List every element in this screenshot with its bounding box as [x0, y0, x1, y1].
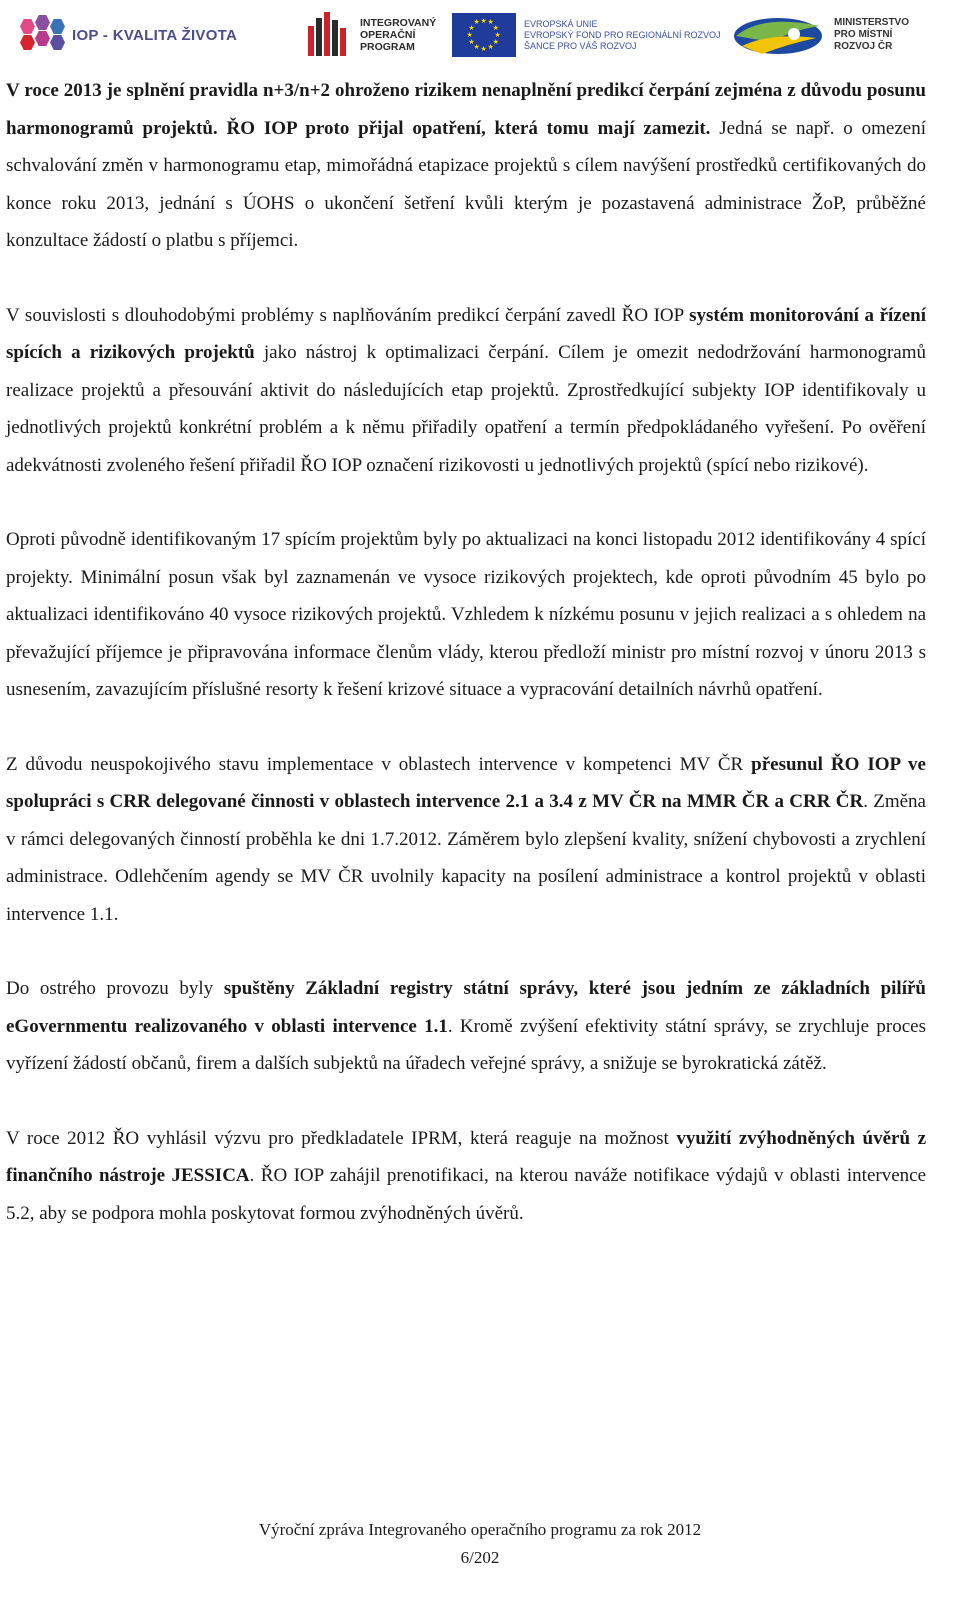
text-run: Z důvodu neuspokojivého stavu implementace v oblastech intervence v kompetenci MV ČR — [6, 753, 752, 775]
eu-star-icon: ★ — [492, 23, 499, 32]
paragraph-delegated-activities — [6, 746, 926, 934]
text-run: spuštěny Základní registry státní správy, které jsou jedním ze základních pilířů eGovernmentu realizovaného v oblasti intervence 1.1 — [6, 978, 926, 1037]
eu-flag-icon — [452, 13, 516, 57]
paragraph-sleeping-projects — [6, 521, 926, 709]
paragraph-monitoring-system — [6, 297, 926, 485]
page-footer — [0, 1516, 960, 1572]
eu-line-1: EVROPSKÁ UNIE — [524, 18, 598, 29]
text-run: využití zvýhodněných úvěrů z finančního nástroje JESSICA — [6, 1127, 926, 1186]
text-run: V roce 2013 je splnění pravidla n+3/n+2 ohroženo rizikem nenaplnění predikcí čerpání zejména z důvodu posunu harmonogramů projektů. ŘO IOP proto přijal opatření, která tomu mají zamezit. — [6, 80, 926, 139]
footer-title: Výroční zpráva Integrovaného operačního programu za rok 2012 — [258, 1520, 702, 1539]
text-run: jako nástroj k optimalizaci čerpání. Cílem je omezit nedodržování harmonogramů realizace projektů a přesouvání aktivit do následujících etap projektů. Zprostředkující subjekty IOP identifikovaly u jednotlivých projektů konkrétní problém a k němu přiřadily opatření a termín předpokládaného vyřešení. Po ověření adekvátnosti zvoleného řešení přiřadil ŘO IOP označení rizikovosti u jednotlivých projektů (spící nebo rizikové). — [6, 342, 926, 476]
program-bars-icon — [308, 12, 354, 58]
iop-logo-text: IOP - KVALITA ŽIVOTA — [72, 26, 238, 44]
integrovany-operacni-program-logo — [308, 8, 436, 62]
eu-star-icon: ★ — [466, 30, 473, 39]
text-run: přesunul ŘO IOP ve spolupráci s CRR delegované činnosti v oblastech intervence 2.1 a 3.4 z MV ČR na MMR ČR a CRR ČR — [6, 753, 926, 812]
intop-line-3: PROGRAM — [360, 41, 415, 53]
paragraph-nplus3-risk — [6, 72, 926, 260]
eu-star-icon: ★ — [487, 18, 494, 27]
mmr-line-3: ROZVOJ ČR — [834, 41, 893, 52]
document-body — [6, 72, 926, 1232]
eu-star-icon: ★ — [468, 37, 475, 46]
mmr-logo — [732, 8, 909, 62]
eu-star-icon: ★ — [468, 23, 475, 32]
paragraph-jessica — [6, 1120, 926, 1233]
text-run: V souvislosti s dlouhodobými problémy s naplňováním predikcí čerpání zavedl ŘO IOP — [6, 304, 690, 326]
text-run: Jedná se např. o omezení schvalování změn v harmonogramu etap, mimořádná etapizace projektů s cílem navýšení prostředků certifikovaných do konce roku 2013, jednání s ÚOHS o ukončení šetření kvůli kterým je pozastavená administrace ŽoP, průběžné konzultace žádostí o platbu s příjemci. — [6, 117, 926, 251]
intop-line-1: INTEGROVANÝ — [360, 17, 437, 29]
mmr-line-1: MINISTERSTVO — [834, 17, 910, 28]
eu-star-icon: ★ — [487, 42, 494, 51]
text-run: systém monitorování a řízení spících a rizikových projektů — [6, 304, 926, 363]
eu-star-icon: ★ — [473, 42, 480, 51]
page-number: 6/202 — [460, 1548, 500, 1567]
eu-line-3: ŠANCE PRO VÁŠ ROZVOJ — [524, 40, 637, 51]
eu-star-icon: ★ — [473, 18, 480, 27]
text-run: . ŘO IOP zahájil prenotifikaci, na kterou naváže notifikace výdajů v oblasti intervence 5.2, aby se podpora mohla poskytovat formou zvýhodněných úvěrů. — [6, 1165, 926, 1224]
eu-line-2: EVROPSKÝ FOND PRO REGIONÁLNÍ ROZVOJ — [524, 29, 721, 40]
eu-logo — [452, 8, 721, 62]
eu-star-icon: ★ — [494, 30, 501, 39]
intop-line-2: OPERAČNÍ — [360, 29, 416, 41]
page-header — [0, 0, 960, 70]
iop-logo — [18, 8, 237, 62]
text-run: V roce 2012 ŘO vyhlásil výzvu pro předkladatele IPRM, která reaguje na možnost — [6, 1127, 677, 1149]
mmr-line-2: PRO MÍSTNÍ — [834, 29, 893, 40]
eu-star-icon: ★ — [480, 16, 487, 25]
text-run: Do ostrého provozu byly — [6, 978, 224, 999]
eu-star-icon: ★ — [480, 44, 487, 53]
text-run: Oproti původně identifikovaným 17 spícím projektům byly po aktualizaci na konci listopadu 2012 identifikovány 4 spící projekty. Minimální posun však byl zaznamenán ve vysoce rizikových projektech, kde oproti původním 45 bylo po aktualizaci identifikováno 40 vysoce rizikových projektů. Vzhledem k nízkému posunu v jejich realizaci a s ohledem na převažující příjemce je připravována informace členům vlády, kterou předloží ministr pro místní rozvoj v únoru 2013 s usnesením, zavazujícím příslušné resorty k řešení krizové situace a vypracování detailních návrhů opatření. — [6, 529, 926, 700]
text-run: . Kromě zvýšení efektivity státní správy, se zrychluje proces vyřízení žádostí občanů, firem a dalších subjektů na úřadech veřejné správy, a snižuje se byrokratická zátěž. — [6, 1015, 926, 1074]
mmr-emblem-icon — [732, 12, 824, 58]
text-run: . Změna v rámci delegovaných činností proběhla ke dni 1.7.2012. Záměrem bylo zlepšení kvality, snížení chybovosti a zrychlení administrace. Odlehčením agendy se MV ČR uvolnily kapacity na posílení administrace a kontrol projektů v oblasti intervence 1.1. — [6, 791, 926, 925]
hexagon-cluster-icon — [18, 15, 66, 55]
eu-star-icon: ★ — [492, 37, 499, 46]
paragraph-base-registers — [6, 970, 926, 1083]
